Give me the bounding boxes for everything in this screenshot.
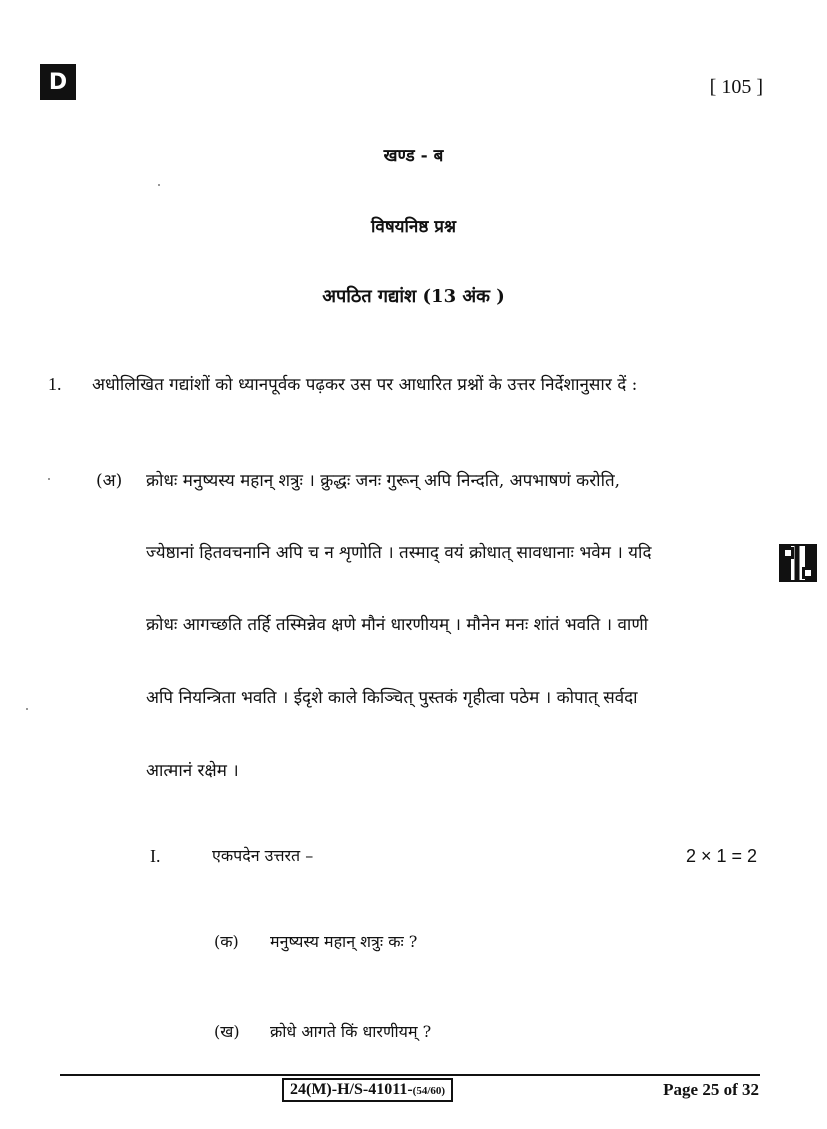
passage-line: क्रोधः आगच्छति तर्हि तस्मिन्नेव क्षणे मौनं धारणीयम् । मौनेन मनः शांतं भवति । वाणी [146, 615, 649, 635]
section-heading: अपठित गद्यांश (13 अंक ) [322, 286, 505, 307]
scan-speck [158, 184, 160, 186]
paper-code [282, 1078, 453, 1102]
paper-code-main: 24(M)-H/S-41011- [290, 1081, 413, 1098]
option-label: (ख) [214, 1022, 240, 1041]
series-badge: D [40, 64, 76, 100]
passage-label: (अ) [96, 471, 123, 491]
qr-code-icon [779, 544, 817, 582]
passage-line: अपि नियन्त्रिता भवति । ईदृशे काले किञ्चित् पुस्तकं गृहीत्वा पठेम । कोपात् सर्वदा [146, 688, 638, 708]
passage-line: ज्येष्ठानां हितवचनानि अपि च न शृणोति । तस्माद् वयं क्रोधात् सावधानाः भवेम । यदि [146, 543, 652, 563]
scan-speck [48, 478, 50, 480]
option-text: मनुष्यस्य महान् शत्रुः कः ? [270, 932, 418, 951]
section-title: खण्ड - ब [383, 146, 444, 166]
marks-label: 2 × 1 = 2 [685, 846, 757, 866]
question-number: 1. [48, 374, 62, 394]
option-label: (क) [214, 932, 239, 951]
sub-question-number: I. [150, 846, 161, 866]
page-code: [ 105 ] [709, 76, 763, 98]
section-subtitle: विषयनिष्ठ प्रश्न [370, 217, 456, 237]
passage-line: आत्मानं रक्षेम । [146, 761, 239, 781]
footer-divider [60, 1074, 760, 1076]
question-instruction: अधोलिखित गद्यांशों को ध्यानपूर्वक पढ़कर उस पर आधारित प्रश्नों के उत्तर निर्देशानुसार दें : [92, 375, 638, 395]
paper-code-suffix: (54/60) [412, 1085, 446, 1097]
sub-question-instruction: एकपदेन उत्तरत – [212, 846, 314, 865]
passage-line: क्रोधः मनुष्यस्य महान् शत्रुः । क्रुद्धः जनः गुरून् अपि निन्दति, अपभाषणं करोति, [146, 471, 621, 491]
option-text: क्रोधे आगते किं धारणीयम् ? [270, 1022, 432, 1041]
page-number: Page 25 of 32 [663, 1080, 759, 1099]
scan-speck [26, 708, 28, 710]
